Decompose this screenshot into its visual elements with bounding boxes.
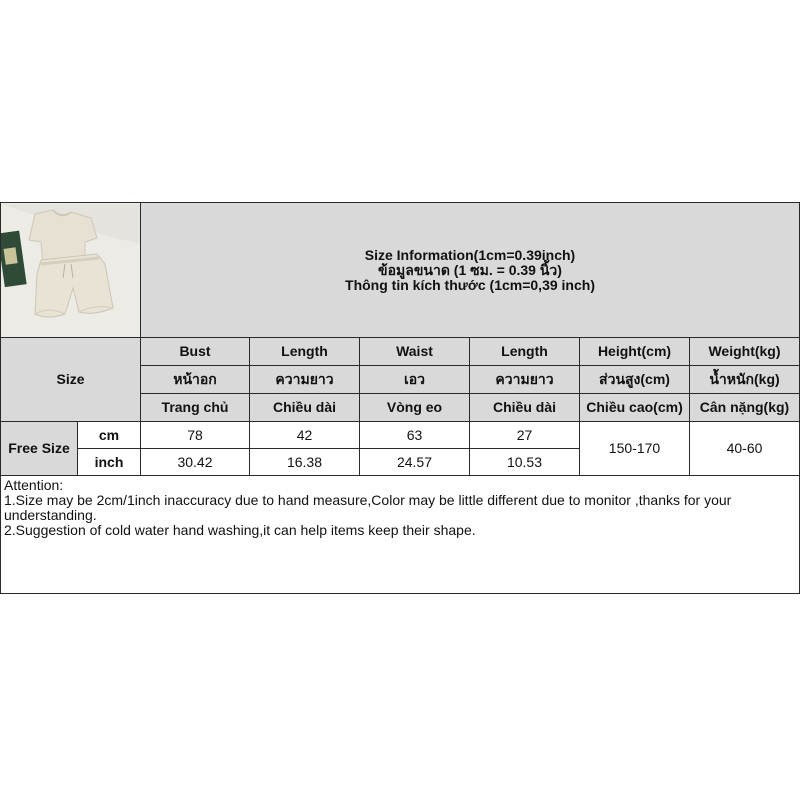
title-thai: ข้อมูลขนาด (1 ซม. = 0.39 นิ้ว) <box>378 261 562 278</box>
column-header-en: Length <box>250 338 360 366</box>
column-header-vi: Trang chủ <box>141 394 250 422</box>
column-header-vi: Chiều dài <box>250 394 360 422</box>
attention-notes <box>1 476 800 594</box>
column-header-th: ความยาว <box>250 366 360 394</box>
column-header-th: น้ำหนัก(kg) <box>690 366 800 394</box>
size-label: Size <box>1 338 141 422</box>
column-header-en: Height(cm) <box>580 338 690 366</box>
attention-note-1: 1.Size may be 2cm/1inch inaccuracy due to hand measure,Color may be little different due to monitor ,thanks for your understanding. <box>4 492 732 523</box>
top-length-inch-value: 16.38 <box>250 449 360 476</box>
column-header-vi: Chiều cao(cm) <box>580 394 690 422</box>
column-header-th: ส่วนสูง(cm) <box>580 366 690 394</box>
garment-set-image <box>1 204 140 337</box>
title-english: Size Information(1cm=0.39inch) <box>364 246 576 263</box>
product-photo <box>1 203 141 338</box>
weight-range-value: 40-60 <box>690 422 800 476</box>
size-table <box>0 202 800 594</box>
shorts-length-inch-value: 10.53 <box>470 449 580 476</box>
attention-heading: Attention: <box>4 477 64 493</box>
free-size-label: Free Size <box>1 422 78 476</box>
column-header-vi: Chiều dài <box>470 394 580 422</box>
height-range-value: 150-170 <box>580 422 690 476</box>
column-header-th: เอว <box>360 366 470 394</box>
unit-inch-label: inch <box>78 449 141 476</box>
bust-inch-value: 30.42 <box>141 449 250 476</box>
column-header-en: Waist <box>360 338 470 366</box>
size-chart-sheet <box>0 202 799 597</box>
bust-cm-value: 78 <box>141 422 250 449</box>
column-header-en: Weight(kg) <box>690 338 800 366</box>
column-header-en: Bust <box>141 338 250 366</box>
column-header-en: Length <box>470 338 580 366</box>
unit-cm-label: cm <box>78 422 141 449</box>
waist-inch-value: 24.57 <box>360 449 470 476</box>
column-header-th: ความยาว <box>470 366 580 394</box>
column-header-th: หน้าอก <box>141 366 250 394</box>
title-vietnamese: Thông tin kích thước (1cm=0,39 inch) <box>345 276 595 293</box>
waist-cm-value: 63 <box>360 422 470 449</box>
top-length-cm-value: 42 <box>250 422 360 449</box>
size-information-title <box>141 203 800 338</box>
attention-note-2: 2.Suggestion of cold water hand washing,it can help items keep their shape. <box>4 522 476 538</box>
shorts-length-cm-value: 27 <box>470 422 580 449</box>
column-header-vi: Vòng eo <box>360 394 470 422</box>
column-header-vi: Cân nặng(kg) <box>690 394 800 422</box>
